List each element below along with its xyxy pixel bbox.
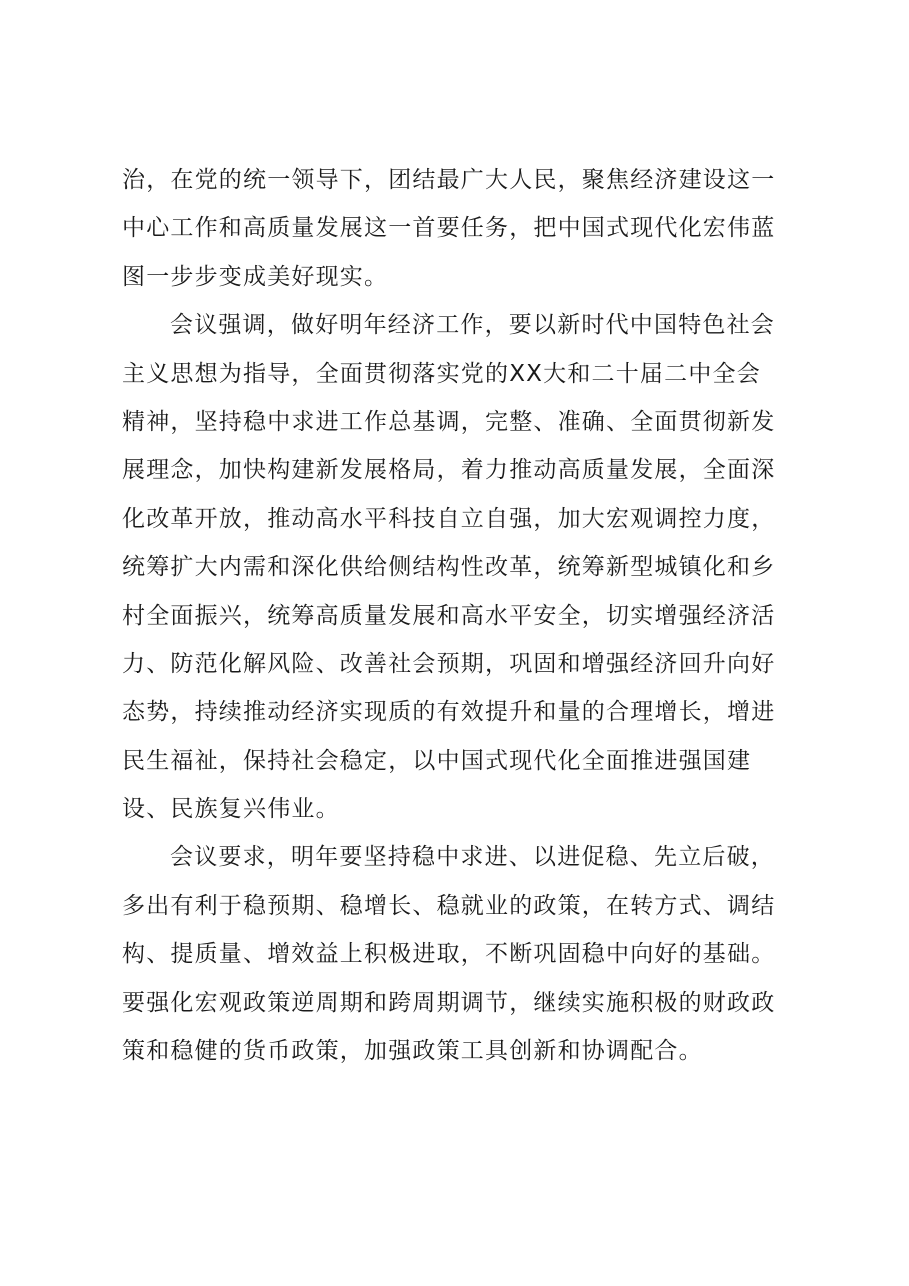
text-line: 态势，持续推动经济实现质的有效提升和量的合理增长，增进 xyxy=(122,699,776,726)
text-line: 力、防范化解风险、改善社会预期，巩固和增强经济回升向好 xyxy=(122,650,776,677)
text-line: 统筹扩大内需和深化供给侧结构性改革，统筹新型城镇化和乡 xyxy=(122,554,776,581)
text-line: 要强化宏观政策逆周期和跨周期调节，继续实施积极的财政政 xyxy=(122,989,776,1016)
text-line: 构、提质量、增效益上积极进取，不断巩固稳中向好的基础。 xyxy=(122,941,776,968)
text-line: 多出有利于稳预期、稳增长、稳就业的政策，在转方式、调结 xyxy=(122,892,776,919)
text-line: 主义思想为指导，全面贯彻落实党的XX大和二十届二中全会 xyxy=(122,360,761,387)
paragraph-2 xyxy=(122,301,787,833)
document-body xyxy=(122,156,787,1075)
text-line: 策和稳健的货币政策，加强政策工具创新和协调配合。 xyxy=(122,1038,703,1065)
text-line: 会议要求，明年要坚持稳中求进、以进促稳、先立后破， xyxy=(170,844,775,871)
text-line: 展理念，加快构建新发展格局，着力推动高质量发展，全面深 xyxy=(122,457,776,484)
text-line: 会议强调，做好明年经济工作，要以新时代中国特色社会 xyxy=(170,312,775,339)
text-line: 中心工作和高质量发展这一首要任务，把中国式现代化宏伟蓝 xyxy=(122,215,776,242)
text-line: 化改革开放，推动高水平科技自立自强，加大宏观调控力度， xyxy=(122,505,776,532)
text-line: 民生福祉，保持社会稳定，以中国式现代化全面推进强国建 xyxy=(122,747,752,774)
text-line: 村全面振兴，统筹高质量发展和高水平安全，切实增强经济活 xyxy=(122,602,776,629)
text-line: 精神，坚持稳中求进工作总基调，完整、准确、全面贯彻新发 xyxy=(122,408,776,435)
text-line: 设、民族复兴伟业。 xyxy=(122,796,340,823)
paragraph-3 xyxy=(122,833,787,1075)
text-line: 治，在党的统一领导下，团结最广大人民，聚焦经济建设这一 xyxy=(122,167,776,193)
text-line: 图一步步变成美好现实。 xyxy=(122,263,389,290)
paragraph-1 xyxy=(122,156,787,301)
